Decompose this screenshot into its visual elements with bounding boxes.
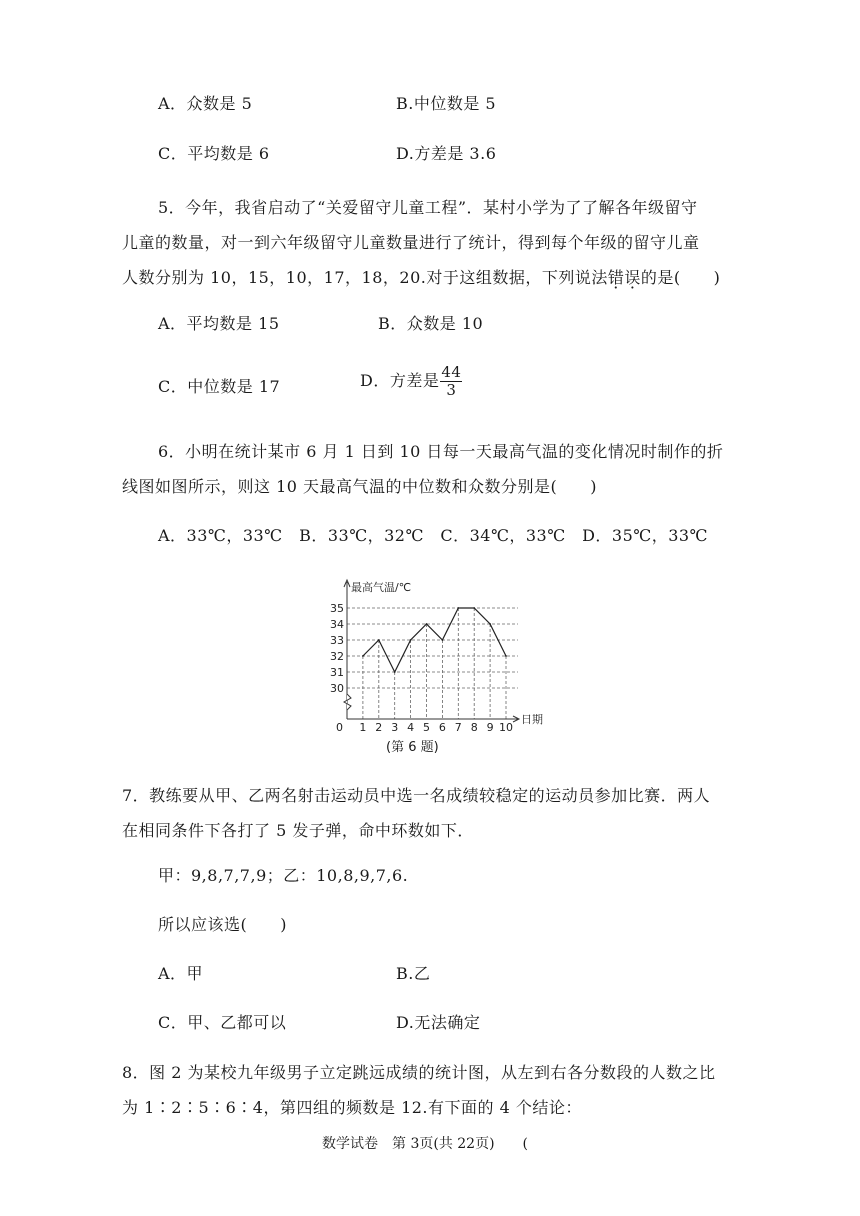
data-point (442, 639, 444, 641)
q5-stem-line2: 儿童的数量，对一到六年级留守儿童数量进行了统计，得到每个年级的留守儿童 (122, 233, 700, 252)
x-tick-label: 7 (454, 721, 462, 734)
q7-option-d: D.无法确定 (396, 1013, 481, 1032)
data-point (457, 607, 459, 609)
q4-option-a: A．众数是 5 (158, 94, 253, 113)
q7-data-line: 甲：9,8,7,7,9；乙：10,8,9,7,6. (158, 866, 409, 885)
temperature-line-chart (325, 574, 555, 734)
y-tick-label: 32 (330, 650, 344, 663)
data-point (473, 607, 475, 609)
q6-stem-line1: 6．小明在统计某市 6 月 1 日到 10 日每一天最高气温的变化情况时制作的折 (158, 442, 724, 461)
q7-option-b: B.乙 (396, 964, 431, 983)
data-point (394, 671, 396, 673)
q5-option-a: A．平均数是 15 (158, 314, 280, 333)
emphasis-char-1: 错 (607, 268, 625, 287)
q7-question: 所以应该选( ) (158, 915, 287, 934)
data-point (489, 623, 491, 625)
q5-stem-line3-pre: 人数分别为 10，15，10，17，18，20.对于这组数据，下列说法 (122, 268, 608, 287)
fraction (440, 364, 462, 399)
q5-option-c: C．中位数是 17 (158, 377, 281, 396)
q4-option-d: D.方差是 3.6 (396, 144, 497, 163)
y-axis-title: 最高气温/℃ (351, 581, 412, 594)
x-tick-label: 2 (375, 721, 383, 734)
fraction-denominator: 3 (446, 381, 457, 399)
q4-option-b: B.中位数是 5 (396, 94, 497, 113)
data-point (378, 639, 380, 641)
q8-stem-line1: 8．图 2 为某校九年级男子立定跳远成绩的统计图，从左到右各分数段的人数之比 (122, 1063, 716, 1082)
chart-caption: (第 6 题) (386, 740, 439, 755)
q5-stem-line3 (122, 266, 720, 290)
fraction-numerator: 44 (441, 363, 462, 381)
q5-option-d-label: D．方差是 (360, 371, 440, 390)
data-point (410, 639, 412, 641)
y-tick-label: 30 (330, 682, 344, 695)
x-tick-label: 8 (470, 721, 478, 734)
page-footer: 数学试卷 第 3页(共 22页) ( (322, 1136, 529, 1152)
x-tick-label: 6 (438, 721, 446, 734)
x-tick-label: 5 (423, 721, 430, 734)
x-tick-label: 1 (359, 721, 367, 734)
q5-stem-line1: 5．今年，我省启动了“关爱留守儿童工程”．某村小学为了了解各年级留守 (158, 198, 698, 217)
origin-label: 0 (336, 721, 343, 734)
emphasis-char-2: 误 (624, 268, 641, 287)
y-tick-label: 35 (330, 602, 344, 615)
q5-option-d (360, 364, 462, 399)
y-tick-label: 31 (330, 666, 344, 679)
x-tick-label: 4 (407, 721, 415, 734)
y-tick-label: 33 (330, 634, 344, 647)
q5-option-b: B．众数是 10 (378, 314, 484, 333)
q7-stem-line2: 在相同条件下各打了 5 发子弹，命中环数如下． (122, 821, 474, 840)
data-point (426, 623, 428, 625)
y-tick-label: 34 (330, 618, 344, 631)
q6-options: A．33℃，33℃ B．33℃，32℃ C．34℃，33℃ D．35℃，33℃ (158, 526, 708, 545)
q7-stem-line1: 7．教练要从甲、乙两名射击运动员中选一名成绩较稳定的运动员参加比赛．两人 (122, 786, 711, 805)
x-tick-label: 10 (499, 721, 513, 734)
x-axis-title: 日期 (521, 713, 543, 726)
x-tick-label: 9 (486, 721, 494, 734)
data-point (362, 655, 364, 657)
x-tick-label: 3 (391, 721, 399, 734)
q4-option-c: C．平均数是 6 (158, 144, 270, 163)
q8-stem-line2: 为 1∶2∶5∶6∶4，第四组的频数是 12.有下面的 4 个结论： (122, 1098, 582, 1117)
q7-option-c: C．甲、乙都可以 (158, 1013, 287, 1032)
q5-stem-line3-post: 的是( ) (640, 268, 721, 287)
q6-stem-line2: 线图如图所示，则这 10 天最高气温的中位数和众数分别是( ) (122, 477, 598, 496)
q7-option-a: A．甲 (158, 964, 204, 983)
data-point (505, 655, 507, 657)
